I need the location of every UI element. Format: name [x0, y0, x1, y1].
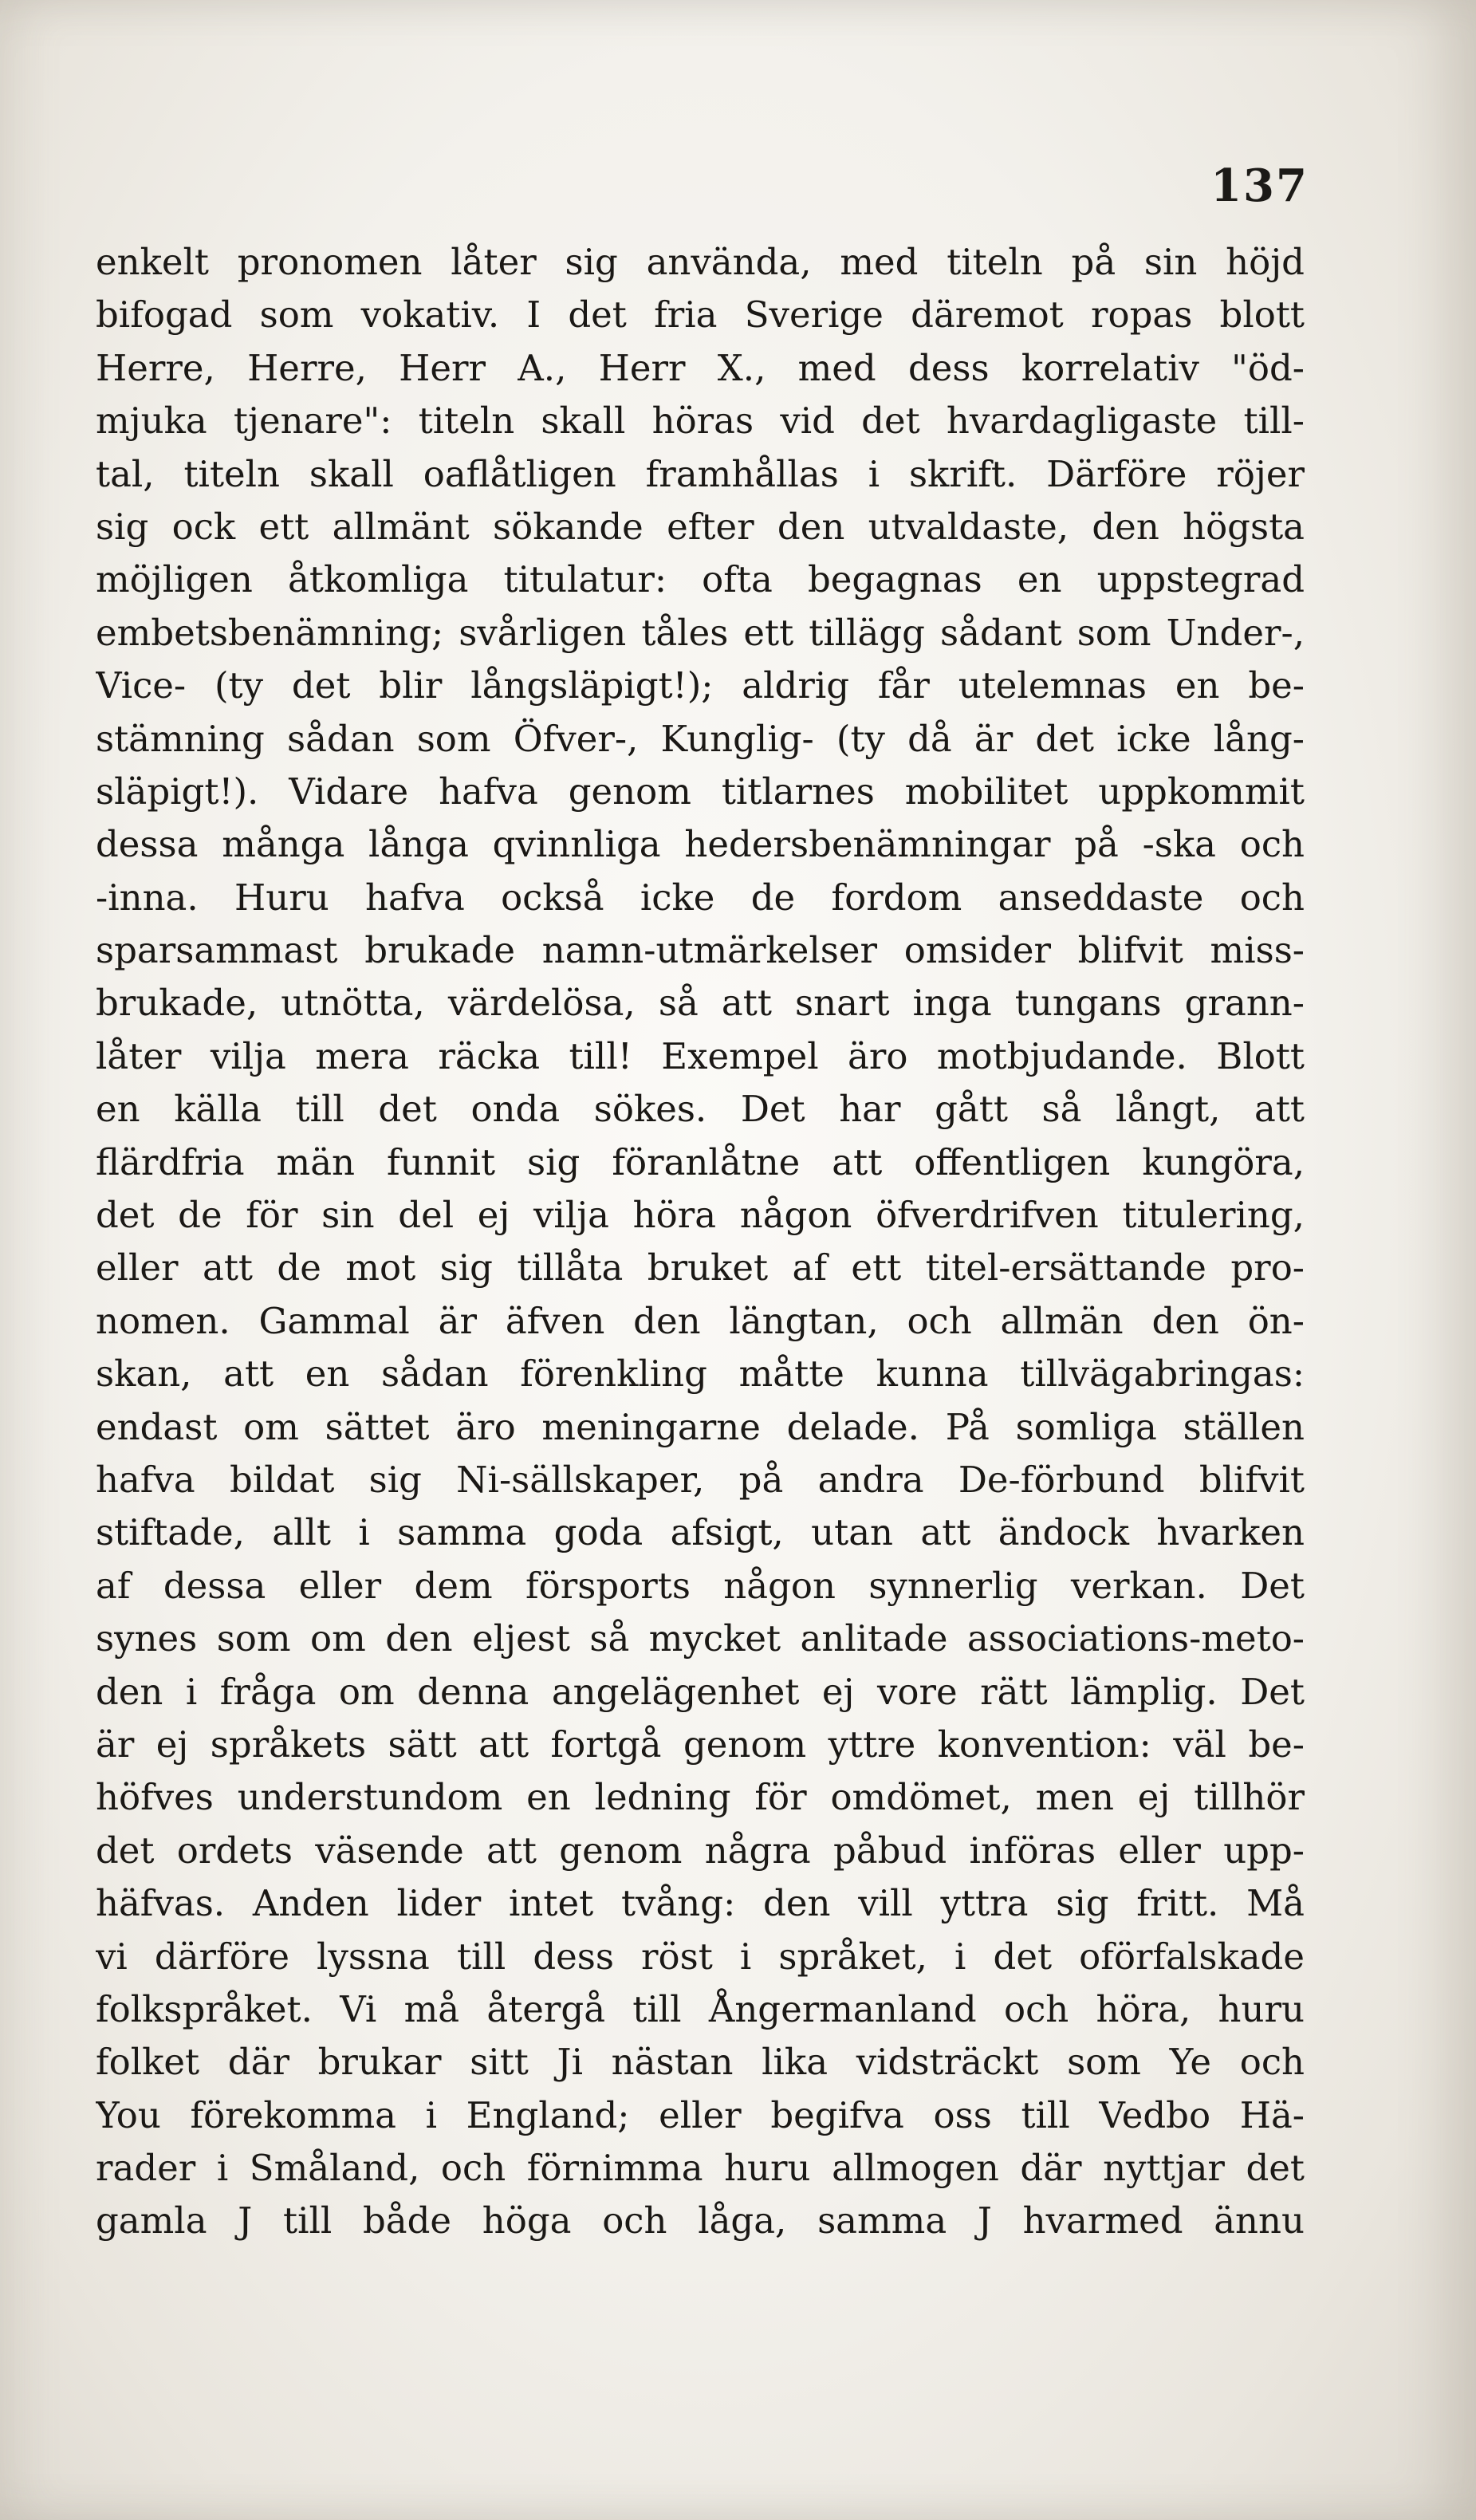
text-line: möjligen åtkomliga titulatur: ofta begagnas en uppstegrad — [96, 558, 1305, 601]
text-line: är ej språkets sätt att fortgå genom yttre konvention: väl be- — [96, 1723, 1305, 1766]
text-line: flärdfria män funnit sig föranlåtne att offentligen kungöra, — [96, 1140, 1305, 1183]
body-text — [96, 236, 1305, 2248]
text-line: den i fråga om denna angelägenhet ej vore rätt lämplig. Det — [96, 1670, 1305, 1713]
text-line: låter vilja mera räcka till! Exempel äro motbjudande. Blott — [96, 1034, 1305, 1077]
text-line: häfvas. Anden lider intet tvång: den vill yttra sig fritt. Må — [96, 1882, 1305, 1925]
page-number: 137 — [1210, 159, 1309, 212]
text-line: det de för sin del ej vilja höra någon öfverdrifven titulering, — [96, 1194, 1305, 1237]
text-line: skan, att en sådan förenkling måtte kunna tillvägabringas: — [96, 1353, 1305, 1396]
text-line: -inna. Huru hafva också icke de fordom anseddaste och — [96, 876, 1305, 919]
text-line: det ordets väsende att genom några påbud införas eller upp- — [96, 1829, 1305, 1872]
text-line: dessa många långa qvinnliga hedersbenämningar på -ska och — [96, 823, 1305, 866]
text-line: nomen. Gammal är äfven den längtan, och allmän den ön- — [96, 1299, 1305, 1342]
text-line: You förekomma i England; eller begifva oss till Vedbo Hä- — [96, 2093, 1305, 2136]
text-line: hafva bildat sig Ni-sällskaper, på andra De-förbund blifvit — [96, 1458, 1305, 1501]
text-line: stämning sådan som Öfver-, Kunglig- (ty då är det icke lång- — [96, 717, 1305, 760]
text-line: synes som om den eljest så mycket anlitade associations-meto- — [96, 1617, 1305, 1660]
text-line: bifogad som vokativ. I det fria Sverige däremot ropas blott — [96, 293, 1305, 337]
text-line: enkelt pronomen låter sig använda, med titeln på sin höjd — [96, 241, 1305, 283]
text-line: endast om sättet äro meningarne delade. På somliga ställen — [96, 1405, 1305, 1448]
text-line: folket där brukar sitt Ji nästan lika vidsträckt som Ye och — [96, 2041, 1305, 2084]
text-line: folkspråket. Vi må återgå till Ångermanland och höra, huru — [96, 1987, 1305, 2030]
text-line: af dessa eller dem försports någon synnerlig verkan. Det — [96, 1564, 1305, 1607]
text-line: höfves understundom en ledning för omdömet, men ej tillhör — [96, 1776, 1305, 1819]
text-line: gamla J till både höga och låga, samma J hvarmed ännu — [96, 2199, 1305, 2242]
text-line: mjuka tjenare": titeln skall höras vid det hvardagligaste till- — [96, 400, 1305, 443]
text-line: embetsbenämning; svårligen tåles ett tillägg sådant som Under-, — [96, 611, 1305, 654]
text-line: rader i Småland, och förnimma huru allmogen där nyttjar det — [96, 2147, 1305, 2190]
text-line: stiftade, allt i samma goda afsigt, utan att ändock hvarken — [96, 1511, 1305, 1554]
text-line: Herre, Herre, Herr A., Herr X., med dess korrelativ "öd- — [96, 346, 1305, 389]
text-line: brukade, utnötta, värdelösa, så att snart inga tungans grann- — [96, 982, 1305, 1025]
text-line: sparsammast brukade namn-utmärkelser omsider blifvit miss- — [96, 929, 1305, 972]
text-line: en källa till det onda sökes. Det har gått så långt, att — [96, 1088, 1305, 1131]
text-line: vi därföre lyssna till dess röst i språket, i det oförfalskade — [96, 1935, 1305, 1978]
text-line: eller att de mot sig tillåta bruket af ett titel-ersättande pro- — [96, 1246, 1305, 1290]
text-line: tal, titeln skall oaflåtligen framhållas i skrift. Därföre röjer — [96, 452, 1305, 495]
text-line: Vice- (ty det blir långsläpigt!); aldrig får utelemnas en be- — [96, 664, 1305, 707]
text-line: sig ock ett allmänt sökande efter den utvaldaste, den högsta — [96, 505, 1305, 548]
text-line: släpigt!). Vidare hafva genom titlarnes mobilitet uppkommit — [96, 770, 1305, 813]
